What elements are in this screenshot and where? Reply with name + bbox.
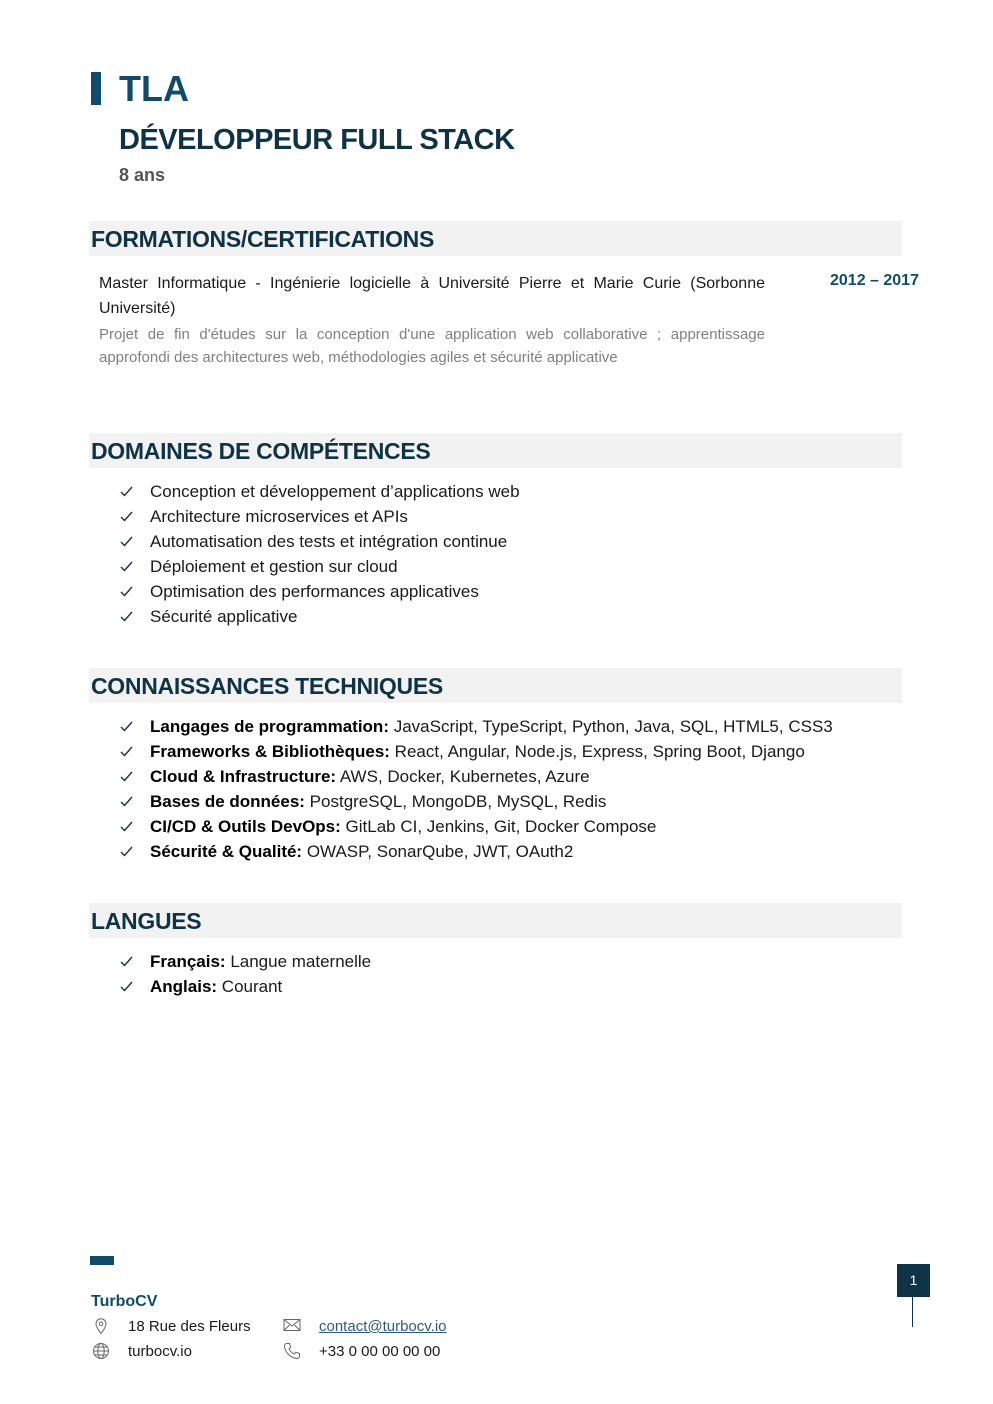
technical-section-header [89, 668, 902, 703]
check-icon [120, 604, 134, 629]
technical-label: Langages de programmation: [150, 717, 389, 736]
check-icon [120, 739, 134, 764]
technical-label: CI/CD & Outils DevOps: [150, 817, 341, 836]
footer-phone: +33 0 00 00 00 00 [319, 1343, 441, 1360]
technical-entry [150, 839, 573, 864]
skill-text: Optimisation des performances applicatives [150, 582, 479, 601]
technical-value: JavaScript, TypeScript, Python, Java, SQL, HTML5, CSS3 [388, 717, 833, 736]
check-icon [120, 529, 134, 554]
language-entry [150, 949, 371, 974]
skill-text: Déploiement et gestion sur cloud [150, 557, 398, 576]
language-level: Langue maternelle [225, 952, 372, 971]
check-icon [120, 714, 134, 739]
education-section-header [89, 221, 902, 256]
name-accent-bar [91, 72, 101, 105]
education-dates: 2012 – 2017 [830, 272, 919, 289]
skill-text: Architecture microservices et APIs [150, 507, 408, 526]
footer-company-name: TurboCV [91, 1293, 158, 1310]
phone-icon [283, 1342, 301, 1360]
skill-text: Automatisation des tests et intégration continue [150, 532, 508, 551]
check-icon [120, 839, 134, 864]
technical-section-title: CONNAISSANCES TECHNIQUES [91, 673, 443, 699]
technical-entry [150, 739, 805, 764]
job-title: DÉVELOPPEUR FULL STACK [119, 124, 515, 156]
footer-email-link[interactable]: contact@turbocv.io [319, 1318, 447, 1335]
technical-label: Sécurité & Qualité: [150, 842, 303, 861]
check-icon [120, 814, 134, 839]
education-section-title: FORMATIONS/CERTIFICATIONS [91, 226, 435, 252]
map-pin-icon [93, 1317, 111, 1335]
check-icon [120, 764, 134, 789]
footer-accent-bar [90, 1256, 114, 1265]
check-icon [120, 554, 134, 579]
technical-value: PostgreSQL, MongoDB, MySQL, Redis [304, 792, 607, 811]
technical-entry [150, 789, 606, 814]
check-icon [120, 974, 134, 999]
check-icon [120, 949, 134, 974]
skills-section-title: DOMAINES DE COMPÉTENCES [91, 438, 431, 464]
technical-value: React, Angular, Node.js, Express, Spring Boot, Django [389, 742, 805, 761]
candidate-name: TLA [119, 68, 189, 109]
globe-icon [92, 1342, 110, 1360]
technical-value: GitLab CI, Jenkins, Git, Docker Compose [340, 817, 657, 836]
technical-label: Bases de données: [150, 792, 305, 811]
check-icon [120, 504, 134, 529]
envelope-icon [283, 1318, 301, 1336]
technical-value: AWS, Docker, Kubernetes, Azure [336, 767, 590, 786]
page-number: 1 [897, 1264, 930, 1297]
check-icon [120, 789, 134, 814]
technical-entry [150, 814, 656, 839]
language-label: Anglais: [150, 977, 218, 996]
education-degree: Master Informatique - Ingénierie logicielle à Université Pierre et Marie Curie (Sorbonne Université) [99, 275, 765, 317]
footer-address: 18 Rue des Fleurs [128, 1318, 251, 1335]
check-icon [120, 479, 134, 504]
technical-label: Cloud & Infrastructure: [150, 767, 337, 786]
page-number-line [912, 1297, 913, 1327]
education-description: Projet de fin d'études sur la conception d'une application web collaborative ; apprentissage approfondi des architectures web, méthodologies agiles et sécurité applicative [99, 326, 765, 366]
technical-entry [150, 764, 590, 789]
skill-text: Conception et développement d’applications web [150, 482, 520, 501]
experience-years: 8 ans [119, 165, 166, 185]
language-level: Courant [217, 977, 283, 996]
language-label: Français: [150, 952, 226, 971]
footer-website[interactable]: turbocv.io [128, 1343, 192, 1360]
languages-section-title: LANGUES [91, 908, 202, 934]
technical-value: OWASP, SonarQube, JWT, OAuth2 [302, 842, 574, 861]
check-icon [120, 579, 134, 604]
skills-section-header [89, 433, 902, 468]
technical-label: Frameworks & Bibliothèques: [150, 742, 390, 761]
skill-text: Sécurité applicative [150, 607, 298, 626]
language-entry [150, 974, 282, 999]
languages-section-header [89, 903, 902, 938]
technical-entry [150, 714, 833, 739]
